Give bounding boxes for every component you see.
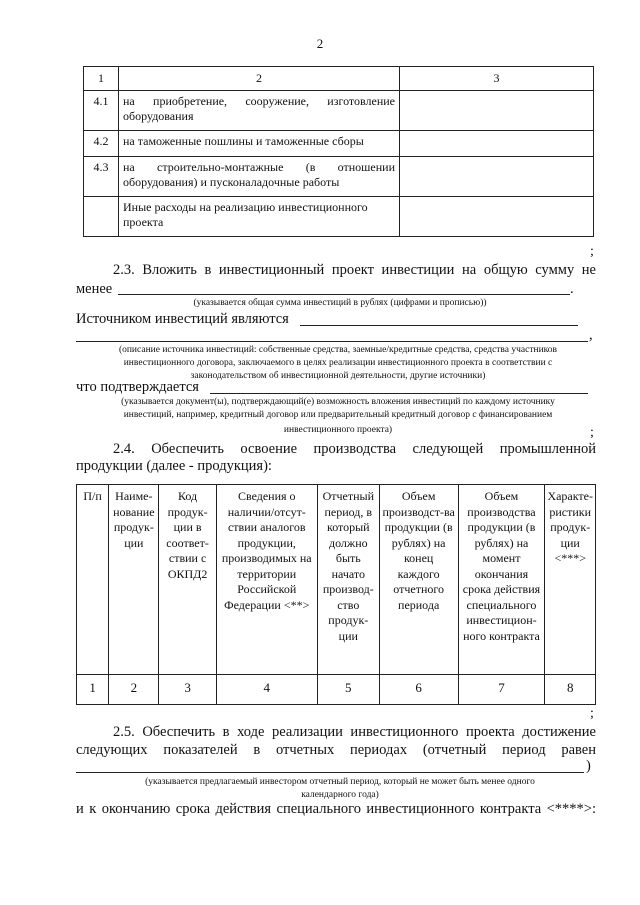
section-2-5-line1: 2.5. Обеспечить в ходе реализации инвестиционного проекта достижение	[113, 724, 596, 740]
section-2-4-line1: 2.4. Обеспечить освоение производства следующей промышленной	[113, 441, 596, 457]
header-cell: П/п	[77, 485, 109, 675]
row-number	[84, 197, 119, 237]
column-number: 3	[159, 675, 216, 705]
note-confirm-l1: (указывается документ(ы), подтверждающий(е) возможность вложения инвестиций по каждому источнику	[121, 397, 555, 407]
note-confirm-l3: инвестиционного проекта)	[283, 425, 393, 435]
header-cell: Объем производства продукции (в рублях) на момент окончания срока действия специального инвестицион-ного контракта	[458, 485, 545, 675]
table-row	[84, 131, 594, 157]
table-header-row	[84, 67, 594, 91]
header-cell: 1	[84, 67, 119, 91]
header-cell: 2	[119, 67, 400, 91]
section-2-3-menee: менее	[76, 281, 113, 297]
close-paren: )	[586, 758, 591, 774]
table-row	[84, 157, 594, 197]
page-number: 2	[316, 36, 324, 51]
source-label: Источником инвестиций являются	[76, 311, 289, 327]
production-table	[76, 484, 596, 705]
section-2-5-line4: и к окончанию срока действия специального инвестиционного контракта <****>:	[76, 801, 596, 817]
total-sum-field[interactable]	[118, 280, 570, 295]
row-number: 4.1	[84, 91, 119, 131]
comma: ,	[589, 327, 593, 343]
row-value	[400, 157, 594, 197]
note-total-sum: (указывается общая сумма инвестиций в рублях (цифрами и прописью))	[193, 298, 487, 308]
column-number: 4	[216, 675, 317, 705]
expenses-table	[83, 66, 594, 237]
confirm-document-field[interactable]	[210, 379, 588, 394]
row-value	[400, 131, 594, 157]
note-source-l1: (описание источника инвестиций: собственные средства, заемные/кредитные средства, средства участников	[118, 345, 558, 355]
table-header-row	[77, 485, 596, 675]
semicolon: ;	[590, 706, 594, 721]
column-number: 5	[317, 675, 379, 705]
source-field[interactable]	[300, 311, 578, 326]
confirm-label: что подтверждается	[76, 379, 199, 395]
row-text: Иные расходы на реализацию инвестиционного проекта	[119, 197, 400, 237]
section-2-4-line2: продукции (далее - продукция):	[76, 458, 272, 474]
header-cell: Характе-ристики продук-ции <***>	[545, 485, 596, 675]
note-period-l1: (указывается предлагаемый инвестором отчетный период, который не может быть менее одного	[145, 777, 535, 787]
header-cell: 3	[400, 67, 594, 91]
source-field-line2[interactable]	[76, 327, 588, 342]
note-period-l2: календарного года)	[301, 790, 379, 800]
note-confirm-l2: инвестиций, например, кредитный договор или предварительный кредитный договор с финансированием	[123, 410, 553, 420]
column-number: 8	[545, 675, 596, 705]
row-value	[400, 91, 594, 131]
header-cell: Объем производст-ва продукции (в рублях) на конец каждого отчетного периода	[379, 485, 458, 675]
section-2-5-line2: следующих показателей в отчетных периодах (отчетный период равен	[76, 742, 596, 758]
table-row	[84, 91, 594, 131]
header-cell: Отчетный период, в который должно быть начато производ-ство продук-ции	[317, 485, 379, 675]
column-number: 2	[109, 675, 159, 705]
column-number: 1	[77, 675, 109, 705]
row-number: 4.3	[84, 157, 119, 197]
column-numbers-row	[77, 675, 596, 705]
column-number: 6	[379, 675, 458, 705]
section-2-3-line1: 2.3. Вложить в инвестиционный проект инвестиции на общую сумму не	[113, 262, 596, 278]
reporting-period-field[interactable]	[76, 758, 584, 773]
period-mark: .	[570, 281, 574, 297]
header-cell: Сведения о наличии/отсут-ствии аналогов продукции, производимых на территории Российской Федерации <**>	[216, 485, 317, 675]
column-number: 7	[458, 675, 545, 705]
table-row	[84, 197, 594, 237]
row-text: на приобретение, сооружение, изготовление оборудования	[119, 91, 400, 131]
header-cell: Код продук-ции в соответ-ствии с ОКПД2	[159, 485, 216, 675]
row-value	[400, 197, 594, 237]
row-number: 4.2	[84, 131, 119, 157]
header-cell: Наиме-нование продук-ции	[109, 485, 159, 675]
note-source-l3: законодательством об инвестиционной деятельности, другие источники)	[190, 371, 486, 381]
row-text: на таможенные пошлины и таможенные сборы	[119, 131, 400, 157]
semicolon: ;	[590, 244, 594, 259]
semicolon: ;	[590, 425, 594, 440]
note-source-l2: инвестиционного договора, заключаемого в целях реализации инвестиционного проекта в соответствии с	[123, 358, 553, 368]
row-text: на строительно-монтажные (в отношении оборудования) и пусконаладочные работы	[119, 157, 400, 197]
